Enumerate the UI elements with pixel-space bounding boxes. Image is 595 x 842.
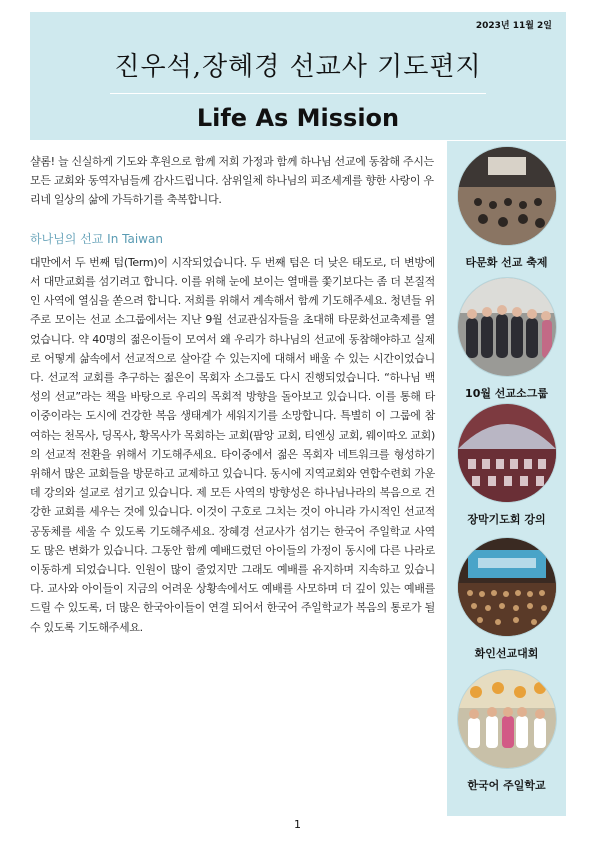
mission-group-photo <box>457 277 557 377</box>
sunday-school-photo <box>457 669 557 769</box>
section-heading: 하나님의 선교 In Taiwan <box>30 231 163 246</box>
intro-paragraph: 샬롬! 늘 신실하게 기도와 후원으로 함께 저희 가정과 함께 하나님 선교에 동참해 주시는 모든 교회와 동역자님들께 감사드립니다. 삼위일체 하나님의 피조세계를 향한 사랑이 우리네 일상의 삶에 가득하기를 축복합니다. <box>30 155 434 207</box>
header-banner <box>30 12 566 140</box>
page-number: 1 <box>294 818 301 831</box>
photo-caption: 10월 선교소그룹 <box>465 387 548 400</box>
section-body: 대만에서 두 번째 텀(Term)이 시작되었습니다. 두 번째 텀은 더 낮은 태도로, 더 변방에서 대만교회를 섬기려고 합니다. 이를 위해 눈에 보이는 열매를 쫓기보다는 좀 더 본질적인 사역에 열심을 쏟으려 합니다. 저희를 위해서 계속해서 함께 기도해주세요. 청년들 위주로 모이는 선교 소그룹에서는 지난 9월 선교관심자들을 초대해 타문화선교축제를 열었습니다. 약 40명의 젊은이들이 모여서 왜 우리가 하나님의 선교에 동참해야하고 실제로 어떻게 삶속에서 선교적으로 살아갈 수 있는지에 대해서 배울 수 있는 시간이었습니다. 선교적 교회를 추구하는 젊은이 목회자 소그룹도 다시 진행되었습니다. “하나님 백성의 선교”라는 책을 바탕으로 우리의 목회적 방향을 돌아보고 있습니다. 이를 통해 타이중이라는 도시에 건강한 복음 생태계가 세워지기를 소망합니다. 특별히 이 그룹에 참여하는 천목사, 딩목사, 황목사가 목회하는 교회(팜앙 교회, 티엔싱 교회, 웨이따오 교회)의 선교적 전환을 위해서 기도해주세요. 타이중에서 젊은 목회자 네트워크를 형성하기 위해서 많은 교회들을 방문하고 교제하고 있습니다. 동시에 지역교회와 연합수련회 가운데 강의와 설교로 섬기고 있습니다. 제 모든 사역의 방향성은 하나님나라의 복음으로 건강한 교회를 세우는 것에 있습니다. 이것이 구호로 그치는 것이 아니라 가시적인 선교적 공동체를 세울 수 있도록 기도해주세요. 장혜경 선교사가 섬기는 한국어 주일학교 사역도 많은 변화가 있습니다. 그동안 함께 예배드렸던 아이들의 가정이 동시에 다른 나라로 이동하게 되었습니다. 인원이 많이 줄었지만 그래도 예배를 유지하며 지속하고 있습니다. 교사와 아이들이 지금의 어려운 상황속에서도 예배를 사모하며 더 깊이 있는 예배를 드릴 수 있도록, 더 많은 한국아이들이 연결 되어서 한국어 주일학교가 복음의 통로가 될 수 있도록 기도해주세요. <box>30 255 435 634</box>
photo-caption: 장막기도회 강의 <box>467 513 546 526</box>
letter-date: 2023년 11월 2일 <box>475 21 552 31</box>
photo-sidebar <box>447 141 566 816</box>
photo-caption: 화인선교대회 <box>474 647 539 660</box>
photo-item-mission-group <box>447 277 566 401</box>
title-divider <box>110 93 486 94</box>
culture-festival-photo <box>457 146 557 246</box>
photo-item-sunday-school <box>447 669 566 793</box>
letter-subtitle: Life As Mission <box>196 104 400 132</box>
photo-caption: 한국어 주일학교 <box>467 779 546 792</box>
main-content <box>30 152 435 637</box>
photo-caption: 타문화 선교 축제 <box>465 256 548 269</box>
letter-title: 진우석,장혜경 선교사 기도편지 <box>114 52 482 82</box>
photo-item-culture-festival <box>447 146 566 270</box>
prayer-lecture-photo <box>457 403 557 503</box>
photo-item-prayer-lecture <box>447 403 566 527</box>
photo-item-chinese-mission <box>447 537 566 661</box>
chinese-mission-photo <box>457 537 557 637</box>
